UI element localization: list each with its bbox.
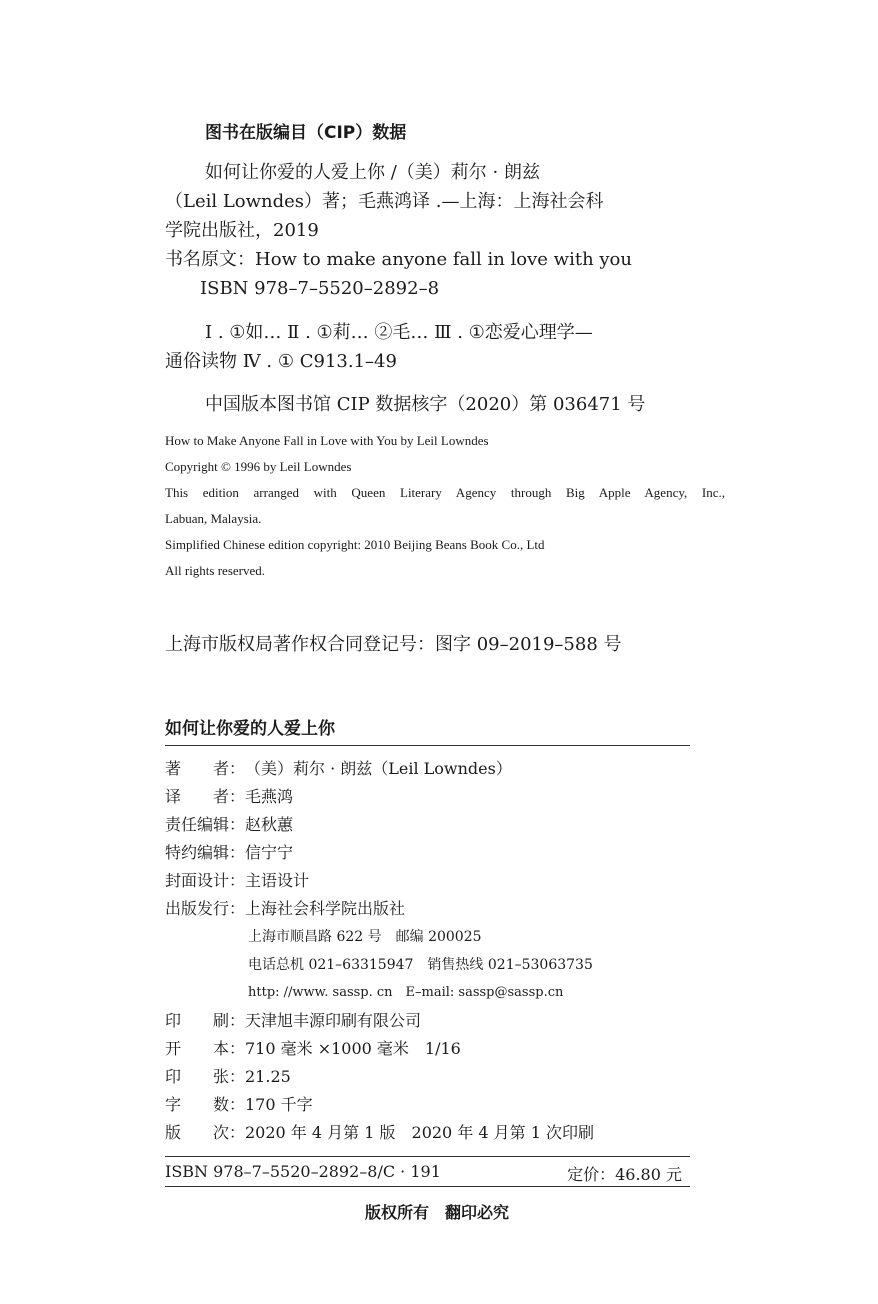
info-value: 赵秋蕙 bbox=[245, 815, 294, 834]
book-title: 如何让你爱的人爱上你 bbox=[165, 719, 335, 739]
english-line-5: Simplified Chinese edition copyright: 2010 Beijing Beans Book Co., Ltd bbox=[165, 537, 545, 552]
english-line-1: How to Make Anyone Fall in Love with You by Leil Lowndes bbox=[165, 433, 489, 448]
info-label: 印 张： bbox=[165, 1067, 246, 1086]
title-rule bbox=[165, 745, 690, 746]
english-line-2: Copyright © 1996 by Leil Lowndes bbox=[165, 459, 352, 474]
isbn-top-rule bbox=[165, 1156, 690, 1157]
english-line-3: This edition arranged with Queen Literary Agency through Big Apple Agency, Inc., bbox=[165, 485, 725, 500]
info-label: 特约编辑： bbox=[165, 843, 246, 862]
info-label: 出版发行： bbox=[165, 899, 246, 918]
info-value: 170 千字 bbox=[245, 1095, 313, 1114]
cip-approval: 中国版本图书馆 CIP 数据核字（2020）第 036471 号 bbox=[205, 394, 646, 415]
info-value: 上海社会科学院出版社 bbox=[245, 899, 406, 918]
english-line-6: All rights reserved. bbox=[165, 563, 266, 578]
info-label: 责任编辑： bbox=[165, 815, 246, 834]
price: 定价：46.80 元 bbox=[567, 1165, 682, 1184]
info-value: 信宁宁 bbox=[245, 843, 294, 862]
all-rights-reserved: 版权所有 翻印必究 bbox=[365, 1203, 510, 1222]
footer-isbn: ISBN 978–7–5520–2892–8/C · 191 bbox=[165, 1162, 441, 1181]
info-label: 版 次： bbox=[165, 1123, 246, 1142]
info-row-sheets bbox=[165, 1063, 291, 1091]
cip-line-2: （Leil Lowndes）著；毛燕鸿译 .—上海：上海社会科 bbox=[165, 191, 604, 212]
info-value: 710 毫米 ×1000 毫米 1/16 bbox=[245, 1039, 461, 1058]
info-label: 译 者： bbox=[165, 787, 246, 806]
publisher-phone: 电话总机 021–63315947 销售热线 021–53063735 bbox=[248, 957, 593, 973]
cip-line-3: 学院出版社，2019 bbox=[165, 220, 319, 241]
info-row-word-count bbox=[165, 1091, 313, 1119]
info-row-editor bbox=[165, 811, 293, 839]
cip-line-4: 书名原文：How to make anyone fall in love with you bbox=[165, 249, 632, 270]
info-label: 封面设计： bbox=[165, 871, 246, 890]
info-row-translator bbox=[165, 783, 293, 811]
info-label: 字 数： bbox=[165, 1095, 246, 1114]
publisher-web-email: http: //www. sassp. cn E–mail: sassp@sassp.cn bbox=[248, 985, 564, 1000]
info-value: 毛燕鸿 bbox=[245, 787, 294, 806]
info-row-edition bbox=[165, 1119, 594, 1147]
cip-line-1: 如何让你爱的人爱上你 /（美）莉尔 · 朗兹 bbox=[205, 162, 540, 183]
info-row-contract-editor bbox=[165, 839, 293, 867]
isbn-bottom-rule bbox=[165, 1186, 690, 1187]
info-row-author bbox=[165, 755, 512, 783]
info-value: （美）莉尔 · 朗兹（Leil Lowndes） bbox=[245, 759, 512, 778]
info-row-publisher bbox=[165, 895, 405, 923]
cip-classification-2: 通俗读物 Ⅳ . ① C913.1–49 bbox=[165, 351, 397, 372]
publisher-address: 上海市顺昌路 622 号 邮编 200025 bbox=[248, 929, 482, 945]
info-value: 主语设计 bbox=[245, 871, 310, 890]
copyright-registration: 上海市版权局著作权合同登记号：图字 09–2019–588 号 bbox=[165, 634, 622, 655]
info-label: 印 刷： bbox=[165, 1011, 246, 1030]
english-line-4: Labuan, Malaysia. bbox=[165, 511, 262, 526]
info-row-cover-design bbox=[165, 867, 309, 895]
info-row-printer bbox=[165, 1007, 421, 1035]
info-label: 开 本： bbox=[165, 1039, 246, 1058]
info-label: 著 者： bbox=[165, 759, 246, 778]
info-value: 21.25 bbox=[245, 1067, 291, 1086]
info-value: 2020 年 4 月第 1 版 2020 年 4 月第 1 次印刷 bbox=[245, 1123, 595, 1142]
info-value: 天津旭丰源印刷有限公司 bbox=[245, 1011, 422, 1030]
info-row-format bbox=[165, 1035, 461, 1063]
cip-heading: 图书在版编目（CIP）数据 bbox=[205, 123, 407, 143]
cip-isbn: ISBN 978–7–5520–2892–8 bbox=[200, 278, 440, 299]
cip-classification-1: Ⅰ . ①如… Ⅱ . ①莉… ②毛… Ⅲ . ①恋爱心理学— bbox=[205, 322, 593, 343]
